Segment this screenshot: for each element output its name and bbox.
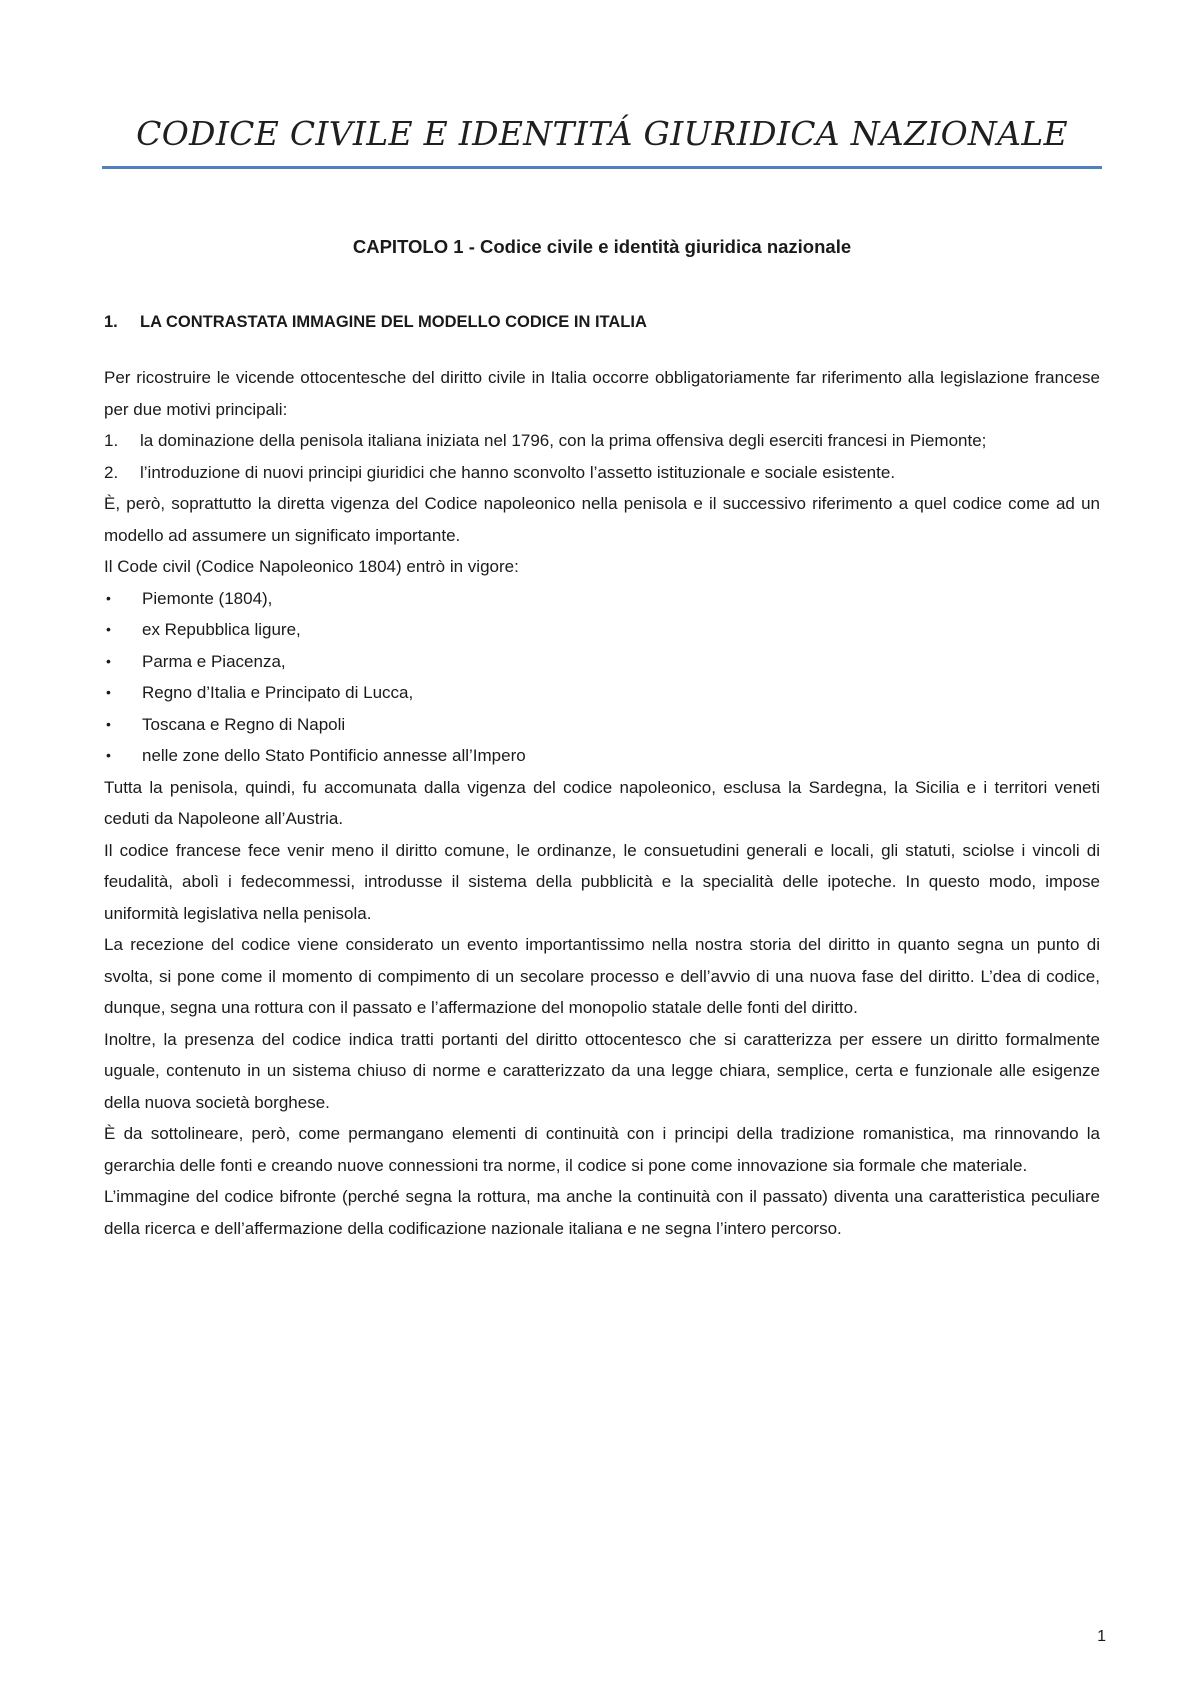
list-item-text: ex Repubblica ligure, (142, 620, 301, 639)
intro-paragraph: Per ricostruire le vicende ottocentesche del diritto civile in Italia occorre obbligatoriamente far riferimento alla legislazione francese per due motivi principali: (104, 368, 1100, 419)
paragraph-codice-francese: Il codice francese fece venir meno il diritto comune, le ordinanze, le consuetudini generali e locali, gli statuti, sciolse i vincoli di feudalità, abolì i fedecommessi, introdusse il sistema della pubblicità e la specialità delle ipoteche. In questo modo, impose uniformità legislativa nella penisola. (104, 840, 1100, 923)
bullet-icon: • (106, 589, 111, 606)
bullet-icon: • (106, 621, 111, 637)
list-marker: 1. (104, 431, 119, 450)
paragraph-penisola: Tutta la penisola, quindi, fu accomunata dalla vigenza del codice napoleonico, esclusa la Sardegna, la Sicilia e i territori veneti ceduti da Napoleone all’Austria. (104, 777, 1100, 828)
bullet-icon: • (106, 652, 111, 669)
list-item (104, 583, 1100, 615)
list-item (104, 677, 1100, 709)
list-item (104, 425, 1100, 457)
list-item (104, 646, 1100, 678)
paragraph-vigenza: È, però, soprattutto la diretta vigenza del Codice napoleonico nella penisola e il successivo riferimento a quel codice come ad un modello ad assumere un significato importante. (104, 494, 1100, 545)
document-title: CODICE CIVILE E IDENTITÁ GIURIDICA NAZIONALE (136, 114, 1068, 153)
title-underline (102, 166, 1102, 169)
list-item-text: l’introduzione di nuovi principi giuridici che hanno sconvolto l’assetto istituzionale e sociale esistente. (140, 462, 896, 482)
list-item (104, 740, 1100, 772)
paragraph-bifronte: L’immagine del codice bifronte (perché segna la rottura, ma anche la continuità con il passato) diventa una caratteristica peculiare della ricerca e dell’affermazione della codificazione nazionale italiana e ne segna l’intero percorso. (104, 1187, 1100, 1238)
list-item-text: Regno d’Italia e Principato di Lucca, (142, 683, 414, 702)
page-number: 1 (1097, 1628, 1106, 1645)
section-heading (104, 313, 647, 332)
list-item (104, 709, 1100, 741)
list-item (104, 614, 1100, 646)
chapter-heading: CAPITOLO 1 - Codice civile e identità giuridica nazionale (352, 236, 852, 257)
list-item-text: Parma e Piacenza, (142, 651, 286, 671)
reasons-list (104, 425, 1100, 488)
paragraph-inoltre: Inoltre, la presenza del codice indica tratti portanti del diritto ottocentesco che si caratterizza per essere un diritto formalmente uguale, contenuto in un sistema chiuso di norme e caratterizzato da una legge chiara, semplice, certa e funzionale alle esigenze della nuova società borghese. (104, 1029, 1100, 1112)
list-marker: 2. (104, 462, 119, 482)
bullet-icon: • (106, 715, 111, 732)
paragraph-sottolineare: È da sottolineare, però, come permangano elementi di continuità con i principi della tradizione romanistica, ma rinnovando la gerarchia delle fonti e creando nuove connessioni tra norme, il codice si pone come innovazione sia formale che materiale. (104, 1124, 1100, 1175)
section-title: LA CONTRASTATA IMMAGINE DEL MODELLO CODICE IN ITALIA (140, 313, 647, 331)
paragraph-recezione: La recezione del codice viene considerato un evento importantissimo nella nostra storia del diritto in quanto segna un punto di svolta, si pone come il momento di compimento di un secolare processo e dell’avvio di una nuova fase del diritto. L’dea di codice, dunque, segna una rottura con il passato e l’affermazione del monopolio statale delle fonti del diritto. (104, 935, 1100, 1017)
bullet-icon: • (106, 747, 111, 763)
document-body (104, 362, 1100, 1244)
list-item-text: Toscana e Regno di Napoli (142, 714, 346, 734)
section-number: 1. (104, 313, 118, 331)
regions-list (104, 583, 1100, 772)
list-item-text: Piemonte (1804), (142, 588, 273, 608)
paragraph-code-civil: Il Code civil (Codice Napoleonico 1804) entrò in vigore: (104, 557, 519, 576)
list-item-text: nelle zone dello Stato Pontificio annesse all’Impero (142, 746, 526, 765)
bullet-icon: • (106, 684, 111, 700)
list-item (104, 457, 1100, 489)
list-item-text: la dominazione della penisola italiana iniziata nel 1796, con la prima offensiva degli eserciti francesi in Piemonte; (140, 431, 987, 450)
